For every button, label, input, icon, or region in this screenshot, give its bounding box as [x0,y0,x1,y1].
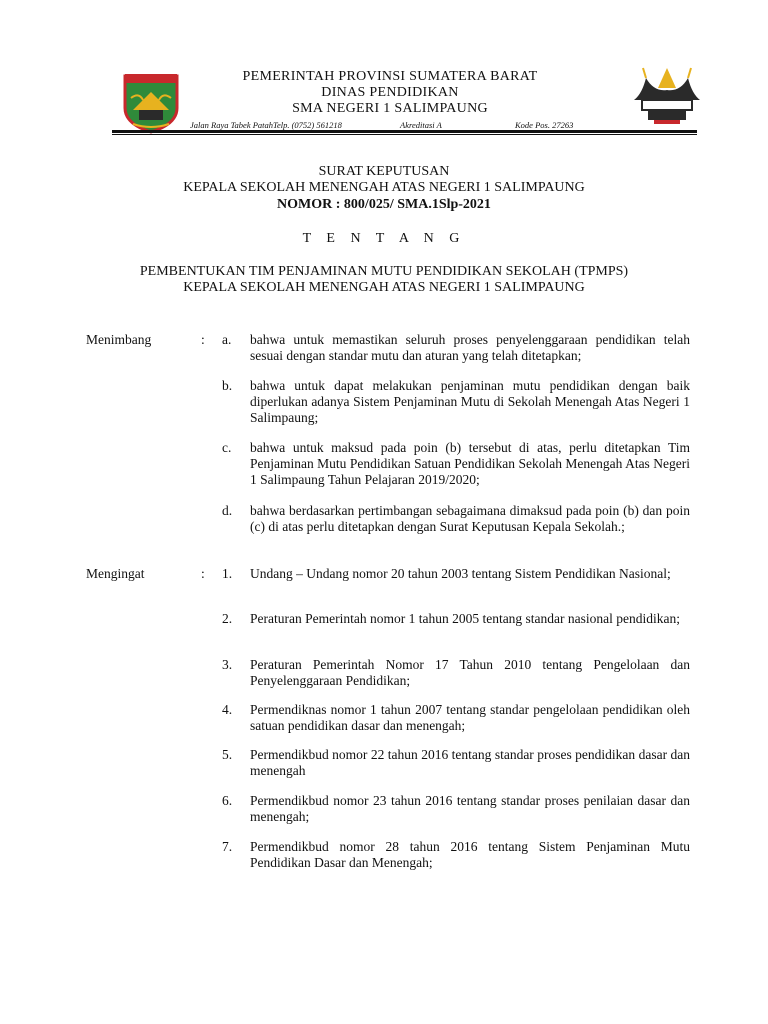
mengingat-text: Permendikbud nomor 23 tahun 2016 tentang standar proses penilaian dasar dan menengah; [250,793,690,824]
decree-issuer: KEPALA SEKOLAH MENENGAH ATAS NEGERI 1 SALIMPAUNG [183,180,585,195]
letterhead-department: DINAS PENDIDIKAN [321,85,459,100]
letterhead-government: PEMERINTAH PROVINSI SUMATERA BARAT [242,69,538,84]
letterhead-accreditation: Akreditasi A [400,120,442,130]
mengingat-text: Undang – Undang nomor 20 tahun 2003 tentang Sistem Pendidikan Nasional; [250,566,671,581]
mengingat-text: Permendiknas nomor 1 tahun 2007 tentang standar pengelolaan pendidikan oleh satuan pendidikan dasar dan menengah; [250,702,690,733]
mengingat-mark: 7. [222,839,233,854]
mengingat-mark: 6. [222,793,233,808]
letterhead-postal-code: Kode Pos. 27263 [515,120,574,130]
decree-number: NOMOR : 800/025/ SMA.1Slp-2021 [277,197,491,212]
decree-subject-issuer: KEPALA SEKOLAH MENENGAH ATAS NEGERI 1 SALIMPAUNG [183,280,585,295]
menimbang-mark: a. [222,332,232,347]
menimbang-text: bahwa untuk memastikan seluruh proses penyelenggaraan pendidikan telah sesuai dengan standar mutu dan aturan yang telah ditetapkan; [250,332,690,363]
mengingat-mark: 3. [222,657,233,672]
mengingat-label: Mengingat [86,566,145,581]
mengingat-text: Peraturan Pemerintah nomor 1 tahun 2005 tentang standar nasional pendidikan; [250,611,681,626]
sumatera-barat-logo [121,70,181,134]
menimbang-mark: d. [222,503,233,518]
letterhead-school: SMA NEGERI 1 SALIMPAUNG [292,101,488,116]
menimbang-text: bahwa berdasarkan pertimbangan sebagaimana dimaksud pada poin (b) dan poin (c) di atas perlu ditetapkan dengan Surat Keputusan Kepala Sekolah.; [250,503,690,534]
menimbang-mark: c. [222,440,232,455]
tentang-heading: T E N T A N G [302,231,466,246]
menimbang-mark: b. [222,378,233,393]
mengingat-text: Peraturan Pemerintah Nomor 17 Tahun 2010 tentang Pengelolaan dan Penyelenggaraan Pendidikan; [250,657,690,688]
decree-title: SURAT KEPUTUSAN [318,164,450,179]
menimbang-colon: : [201,332,205,347]
letterhead-divider-thin [112,134,697,135]
mengingat-mark: 2. [222,611,233,626]
mengingat-text: Permendikbud nomor 28 tahun 2016 tentang Sistem Penjaminan Mutu Pendidikan Dasar dan Menengah; [250,839,690,870]
mengingat-mark: 1. [222,566,233,581]
sma-salimpaung-logo [628,64,706,128]
menimbang-text: bahwa untuk maksud pada poin (b) tersebut di atas, perlu ditetapkan Tim Penjaminan Mutu Pendidikan Satuan Pendidikan Sekolah Menengah Atas Negeri 1 Salimpaung Tahun Pelajaran 2019/2020; [250,440,690,487]
menimbang-text: bahwa untuk dapat melakukan penjaminan mutu pendidikan dengan baik diperlukan adanya Sistem Penjaminan Mutu di Sekolah Menengah Atas Negeri 1 Salimpaung; [250,378,690,425]
letterhead-address: Jalan Raya Tabek PatahTelp. (0752) 561218 [190,120,342,130]
mengingat-text: Permendikbud nomor 22 tahun 2016 tentang standar proses pendidikan dasar dan menengah [250,747,690,778]
mengingat-mark: 4. [222,702,233,717]
letterhead [180,69,600,117]
mengingat-mark: 5. [222,747,233,762]
menimbang-label: Menimbang [86,332,152,347]
letterhead-divider [112,130,697,133]
decree-subject: PEMBENTUKAN TIM PENJAMINAN MUTU PENDIDIKAN SEKOLAH (TPMPS) [139,264,629,279]
mengingat-colon: : [201,566,205,581]
